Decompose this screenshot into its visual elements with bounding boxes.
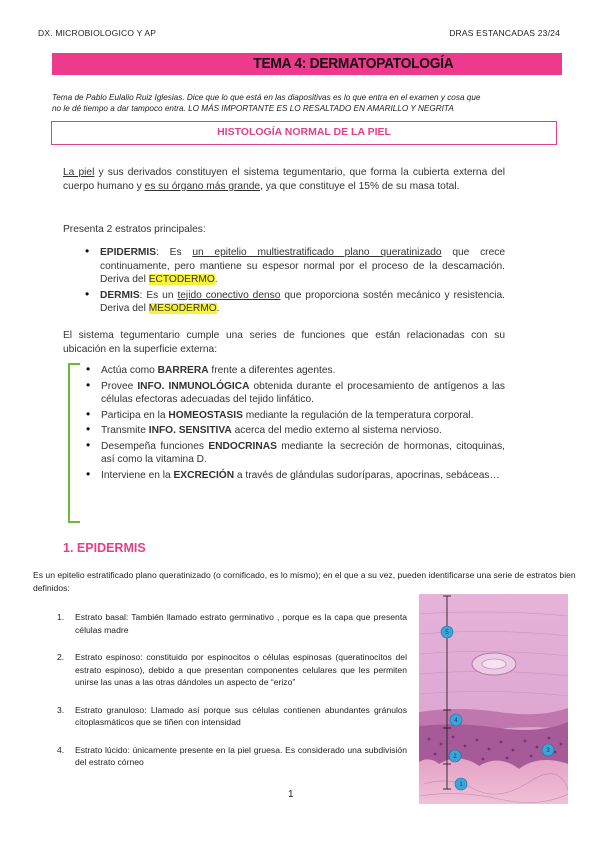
item-text: Estrato granuloso: Llamado así porque sus células contienen abundantes gránulos citoplasmáticos que se tiñen con intensidad (75, 704, 407, 727)
list-item (84, 469, 505, 483)
paragraph-intro (63, 166, 505, 193)
text: Provee (101, 380, 138, 392)
text: : Es un (139, 289, 178, 301)
layers-list (57, 611, 407, 769)
text: y sus derivados constituyen el sistema tegumentario, que forma la cubierta externa del cuerpo humano y (63, 167, 505, 192)
histology-image (419, 594, 568, 804)
paragraph-funciones: El sistema tegumentario cumple una series de funciones que están relacionadas con su ubicación en la superficie externa: (63, 330, 505, 355)
text: Interviene en la (101, 469, 174, 481)
page-number: 1 (288, 789, 294, 800)
list-item (84, 380, 505, 407)
list-item (84, 424, 505, 438)
item-text: Estrato lúcido: únicamente presente en la piel gruesa. Es considerado una subdivisión del estrato córneo (75, 744, 407, 767)
list-item (84, 409, 505, 423)
stratum-label: DERMIS (100, 289, 140, 301)
functions-list (84, 364, 505, 484)
list-item (57, 744, 407, 769)
intro-line-1: Tema de Pablo Eulalio Ruiz Iglesias. Dice que lo que está en las diapositivas es lo que entra en el examen y cosa que (52, 93, 481, 102)
text: Transmite (101, 425, 149, 436)
list-item (57, 704, 407, 729)
section-title: HISTOLOGÍA NORMAL DE LA PIEL (51, 121, 557, 145)
marker-label: 3 (546, 748, 550, 754)
marker-label: 1 (459, 782, 463, 788)
text: a través de glándulas sudoríparas, apocrinas, sebáceas… (234, 469, 500, 481)
list-item (57, 611, 407, 636)
underlined-text: un epitelio multiestratificado plano queratinizado (192, 247, 442, 258)
text: Actúa como (101, 365, 158, 376)
item-text: Estrato basal: También llamado estrato germinativo , porque es la capa que presenta células madre (75, 612, 407, 635)
item-number: 4. (57, 744, 65, 755)
item-number: 1. (57, 612, 65, 622)
underline-piel: La piel (63, 167, 95, 178)
header-right: DRAS ESTANCADAS 23/24 (449, 28, 560, 38)
item-number: 3. (57, 704, 65, 715)
epidermis-intro: Es un epitelio estratificado plano queratinizado (o cornificado, es lo mismo); en el que a su vez, pueden identificarse una serie de estratos bien definidos: (33, 570, 576, 593)
text: que proporciona sostén mecánico y resistencia. Deriva del (100, 289, 505, 314)
stratum-label: EPIDERMIS (100, 247, 157, 258)
text: obtenida durante el procesamiento de antígenos a las células efectoras adecuadas del tejido linfático. (101, 380, 505, 405)
item-number: 2. (57, 652, 65, 662)
bold-text: ENDOCRINAS (208, 440, 277, 452)
text: : Es (156, 247, 193, 258)
list-item (84, 364, 505, 378)
text: . (214, 274, 218, 285)
list-item (84, 440, 505, 467)
green-bracket (68, 363, 80, 523)
text: acerca del medio externo al sistema nervioso. (231, 425, 442, 436)
header-left: DX. MICROBIOLOGICO Y AP (38, 28, 157, 38)
text: mediante la secreción de hormonas, citoquinas, así como la vitamina D. (101, 440, 506, 465)
paragraph-estratos: Presenta 2 estratos principales: (63, 224, 206, 235)
bold-text: EXCRECIÓN (173, 469, 235, 481)
text: Desempeña funciones (101, 440, 209, 452)
text: , ya que constituye el 15% de su masa total. (260, 180, 460, 192)
list-item (57, 651, 407, 689)
intro-note (52, 92, 572, 114)
intro-line-2: no le dé tiempo a dar tampoco entra. LO MÁS IMPORTANTE ES LO RESALTADO EN AMARILLO Y NEGRITA (52, 104, 454, 113)
text: frente a diferentes agentes. (208, 365, 336, 376)
section-heading-text: EPIDERMIS (76, 541, 146, 555)
underline-organo: es su órgano más grande (144, 180, 261, 192)
list-item (83, 246, 505, 287)
text: Participa en la (101, 409, 169, 421)
list-item (83, 289, 505, 316)
highlight: MESODERMO (148, 303, 217, 314)
highlight: ECTODERMO (148, 274, 215, 285)
marker-label: 5 (445, 630, 449, 636)
text: que crece continuamente, pero mantiene su espesor normal por el proceso de la descamación. Deriva del (100, 247, 505, 285)
marker-label: 2 (453, 754, 457, 760)
bold-text: HOMEOSTASIS (168, 409, 243, 421)
bold-text: BARRERA (157, 365, 209, 376)
underlined-text: tejido conectivo denso (177, 289, 281, 301)
text: mediante la regulación de la temperatura corporal. (242, 409, 474, 421)
strata-list (83, 246, 505, 318)
page-title: TEMA 4: DERMATOPATOLOGÍA (253, 55, 454, 72)
marker-label: 4 (454, 718, 458, 724)
section-epidermis-heading (63, 541, 146, 555)
item-text: Estrato espinoso: constituido por espinocitos o células espinosas (queratinocitos del estrato espinoso), debido a que presentan componentes celulares que les permiten unirse las unas a las otras dándoles un aspecto de “erizo” (75, 652, 407, 687)
skin-histology-graphic (419, 594, 568, 804)
bold-text: INFO. SENSITIVA (148, 425, 232, 436)
section-number: 1. (63, 541, 74, 555)
bold-text: INFO. INMUNOLÓGICA (137, 380, 250, 392)
text: . (216, 303, 220, 314)
title-bar (52, 53, 562, 75)
